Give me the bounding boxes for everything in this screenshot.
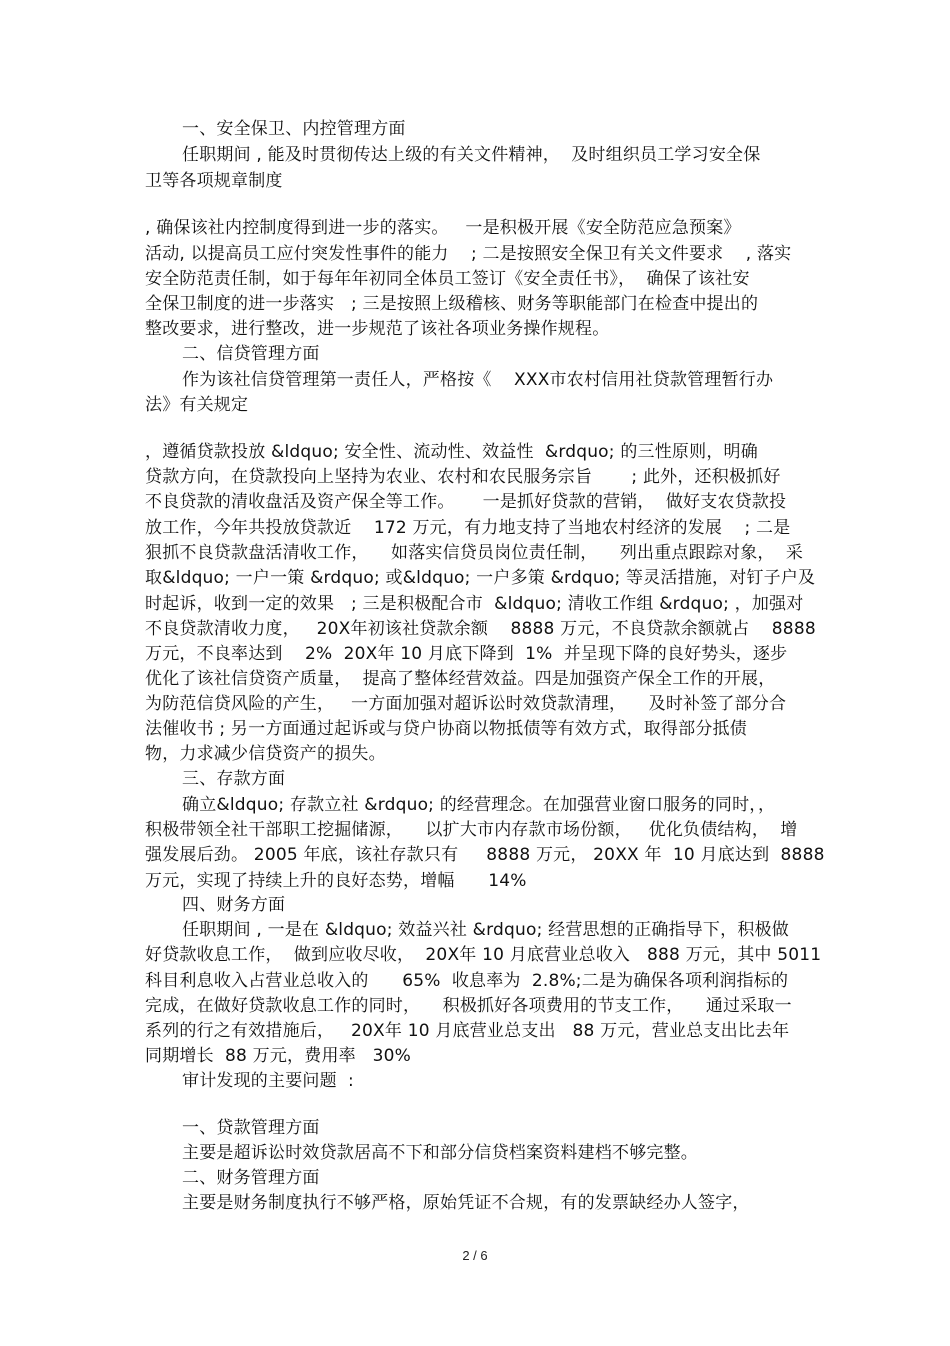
heading-security: 一、安全保卫、内控管理方面 <box>182 119 406 139</box>
paragraph-line: 全保卫制度的进一步落实 ; 三是按照上级稽核、财务等职能部门在检查中提出的 <box>145 294 759 314</box>
paragraph-line: 卫等各项规章制度 <box>145 171 283 191</box>
paragraph-line: 物，力求减少信贷资产的损失。 <box>145 744 386 764</box>
paragraph-line: 活动, 以提高员工应付突发性事件的能力 ; 二是按照安全保卫有关文件要求 , 落实 <box>145 244 792 264</box>
paragraph-line: 取&ldquo; 一户一策 &rdquo; 或&ldquo; 一户多策 &rdquo; 等灵活措施，对钉子户及 <box>145 568 816 588</box>
paragraph-line: 同期增长 88 万元，费用率 30% <box>145 1046 412 1066</box>
heading-audit-findings: 审计发现的主要问题 : <box>182 1071 354 1091</box>
paragraph-line: 确立&ldquo; 存款立社 &rdquo; 的经营理念。在加强营业窗口服务的同时，， <box>182 795 776 815</box>
paragraph-line: 完成，在做好贷款收息工作的同时， 积极抓好各项费用的节支工作， 通过采取一 <box>145 996 792 1016</box>
paragraph-line: 科目利息收入占营业总收入的 65% 收息率为 2.8%;二是为确保各项利润指标的 <box>145 971 789 991</box>
paragraph-line: 强发展后劲。 2005 年底，该社存款只有 8888 万元， 20XX 年 10 月底达到 8888 <box>145 845 825 865</box>
heading-credit: 二、信贷管理方面 <box>182 344 320 364</box>
paragraph-line: 不良贷款清收力度， 20X年初该社贷款余额 8888 万元，不良贷款余额就占 8888 <box>145 619 816 639</box>
paragraph-line: 法催收书 ; 另一方面通过起诉或与贷户协商以物抵债等有效方式，取得部分抵债 <box>145 719 747 739</box>
paragraph-line: 放工作，今年共投放贷款近 172 万元，有力地支持了当地农村经济的发展 ; 二是 <box>145 518 791 538</box>
paragraph-line: , 确保该社内控制度得到进一步的落实。 一是积极开展《安全防范应急预案》 <box>145 218 741 238</box>
paragraph-line: 万元，不良率达到 2% 20X年 10 月底下降到 1% 并呈现下降的良好势头，逐步 <box>145 644 788 664</box>
paragraph-line: 贷款方向，在贷款投向上坚持为农业、农村和农民服务宗旨 ; 此外，还积极抓好 <box>145 467 781 487</box>
heading-finance: 四、财务方面 <box>182 895 286 915</box>
paragraph-line: 时起诉，收到一定的效果 ; 三是积极配合市 &ldquo; 清收工作组 &rdquo; ，加强对 <box>145 594 804 614</box>
paragraph-line: 优化了该社信贷资产质量， 提高了整体经营效益。四是加强资产保全工作的开展， <box>145 669 776 689</box>
paragraph-line: 不良贷款的清收盘活及资产保全等工作。 一是抓好贷款的营销， 做好支农贷款投 <box>145 492 787 512</box>
paragraph-line: 整改要求，进行整改，进一步规范了该社各项业务操作规程。 <box>145 319 610 339</box>
page-number: 2 / 6 <box>462 1248 488 1263</box>
paragraph-line: 狠抓不良贷款盘活清收工作， 如落实信贷员岗位责任制， 列出重点跟踪对象， 采 <box>145 543 804 563</box>
paragraph-line: 法》有关规定 <box>145 395 249 415</box>
paragraph-line: 作为该社信贷管理第一责任人，严格按《 XXX市农村信用社贷款管理暂行办 <box>182 370 774 390</box>
paragraph-line: 为防范信贷风险的产生， 一方面加强对超诉讼时效贷款清理， 及时补签了部分合 <box>145 694 787 714</box>
paragraph-line: 主要是财务制度执行不够严格，原始凭证不合规，有的发票缺经办人签字， <box>182 1193 750 1213</box>
paragraph-line: 任职期间 , 能及时贯彻传达上级的有关文件精神， 及时组织员工学习安全保 <box>182 145 761 165</box>
paragraph-line: 万元，实现了持续上升的良好态势，增幅 14% <box>145 871 527 891</box>
paragraph-line: 好贷款收息工作， 做到应收尽收， 20X年 10 月底营业总收入 888 万元，其中 5011 <box>145 945 822 965</box>
heading-deposit: 三、存款方面 <box>182 769 286 789</box>
paragraph-line: 主要是超诉讼时效贷款居高不下和部分信贷档案资料建档不够完整。 <box>182 1143 698 1163</box>
paragraph-line: ，遵循贷款投放 &ldquo; 安全性、流动性、效益性 &rdquo; 的三性原则，明确 <box>145 442 758 462</box>
paragraph-line: 积极带领全社干部职工挖掘储源， 以扩大市内存款市场份额， 优化负债结构， 增 <box>145 820 798 840</box>
heading-loan-management: 一、贷款管理方面 <box>182 1118 320 1138</box>
paragraph-line: 系列的行之有效措施后， 20X年 10 月底营业总支出 88 万元，营业总支出比去年 <box>145 1021 790 1041</box>
paragraph-line: 任职期间 , 一是在 &ldquo; 效益兴社 &rdquo; 经营思想的正确指导下，积极做 <box>182 920 789 940</box>
paragraph-line: 安全防范责任制，如于每年年初同全体员工签订《安全责任书》， 确保了该社安 <box>145 269 750 289</box>
heading-financial-management: 二、财务管理方面 <box>182 1168 320 1188</box>
